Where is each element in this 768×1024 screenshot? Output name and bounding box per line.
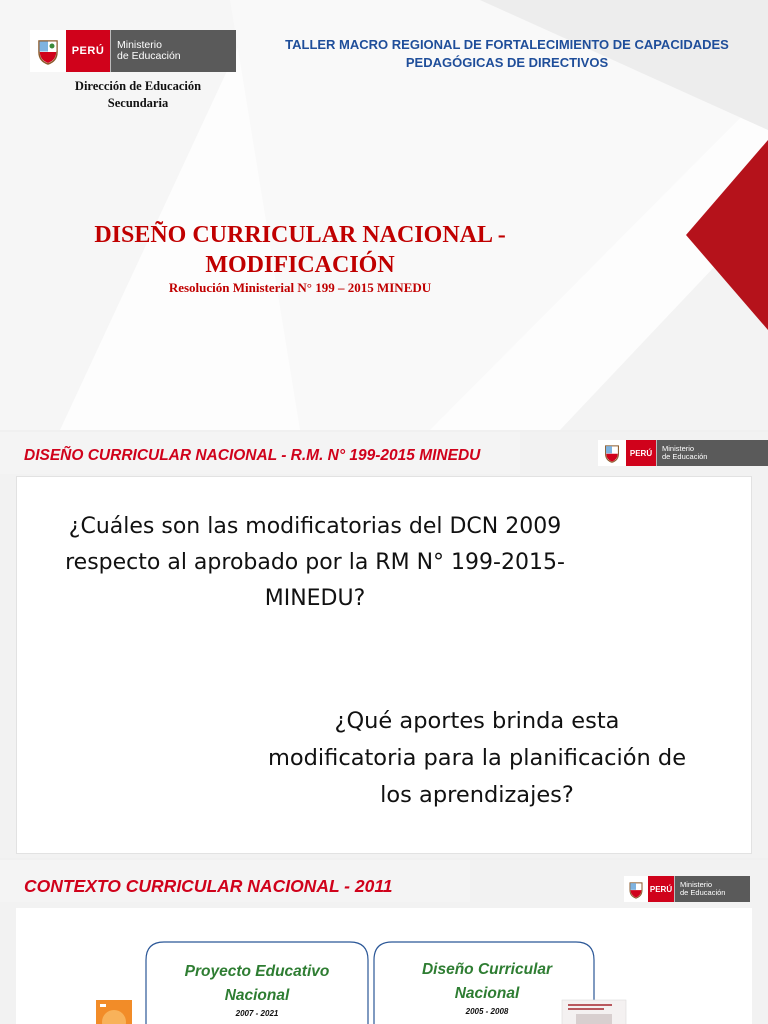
context-diagram [16, 908, 752, 1024]
pen-document-thumbnail [96, 1000, 132, 1024]
minedu-logo [624, 876, 750, 902]
card-dcn-years: 2005 - 2008 [465, 1007, 509, 1016]
peru-label: PERÚ [626, 440, 656, 466]
card-dcn-title: Diseño Curricular Nacional [421, 961, 553, 1002]
diagram-area [16, 908, 752, 1024]
card-pen-years: 2007 - 2021 [235, 1009, 279, 1018]
slide-header: DISEÑO CURRICULAR NACIONAL - R.M. N° 199-2015 MINEDU [24, 447, 481, 464]
card-pen-title: Proyecto Educativo Nacional [184, 963, 330, 1004]
title-slide [0, 0, 768, 430]
peru-label: PERÚ [648, 876, 674, 902]
slide-subtitle: Resolución Ministerial N° 199 – 2015 MINEDU [168, 280, 432, 295]
questions-slide [0, 432, 768, 858]
context-slide [0, 860, 768, 1024]
question-1: ¿Cuáles son las modificatorias del DCN 2009 respecto al aprobado por la RM N° 199-2015- MINEDU? [65, 514, 565, 611]
coat-of-arms-icon [624, 876, 648, 902]
minedu-logo [598, 440, 768, 466]
department-name: Dirección de Educación Secundaria [74, 79, 202, 110]
content-box [16, 476, 752, 854]
minedu-logo [30, 30, 236, 72]
coat-of-arms-icon [598, 440, 626, 466]
coat-of-arms-icon [30, 30, 66, 72]
ministerio-label: Ministerio de Educación [674, 876, 750, 902]
slide-title: DISEÑO CURRICULAR NACIONAL - MODIFICACIÓN [94, 222, 506, 278]
ministerio-label: Ministerio de Educación [656, 440, 768, 466]
peru-label: PERÚ [66, 30, 110, 72]
event-title: TALLER MACRO REGIONAL DE FORTALECIMIENTO DE CAPACIDADES PEDAGÓGICAS DE DIRECTIVOS [285, 37, 729, 70]
ministerio-label: Ministerio de Educación [110, 30, 236, 72]
question-2: ¿Qué aportes brinda esta modificatoria para la planificación de los aprendizajes? [267, 708, 687, 808]
slide-header: CONTEXTO CURRICULAR NACIONAL - 2011 [24, 876, 393, 896]
